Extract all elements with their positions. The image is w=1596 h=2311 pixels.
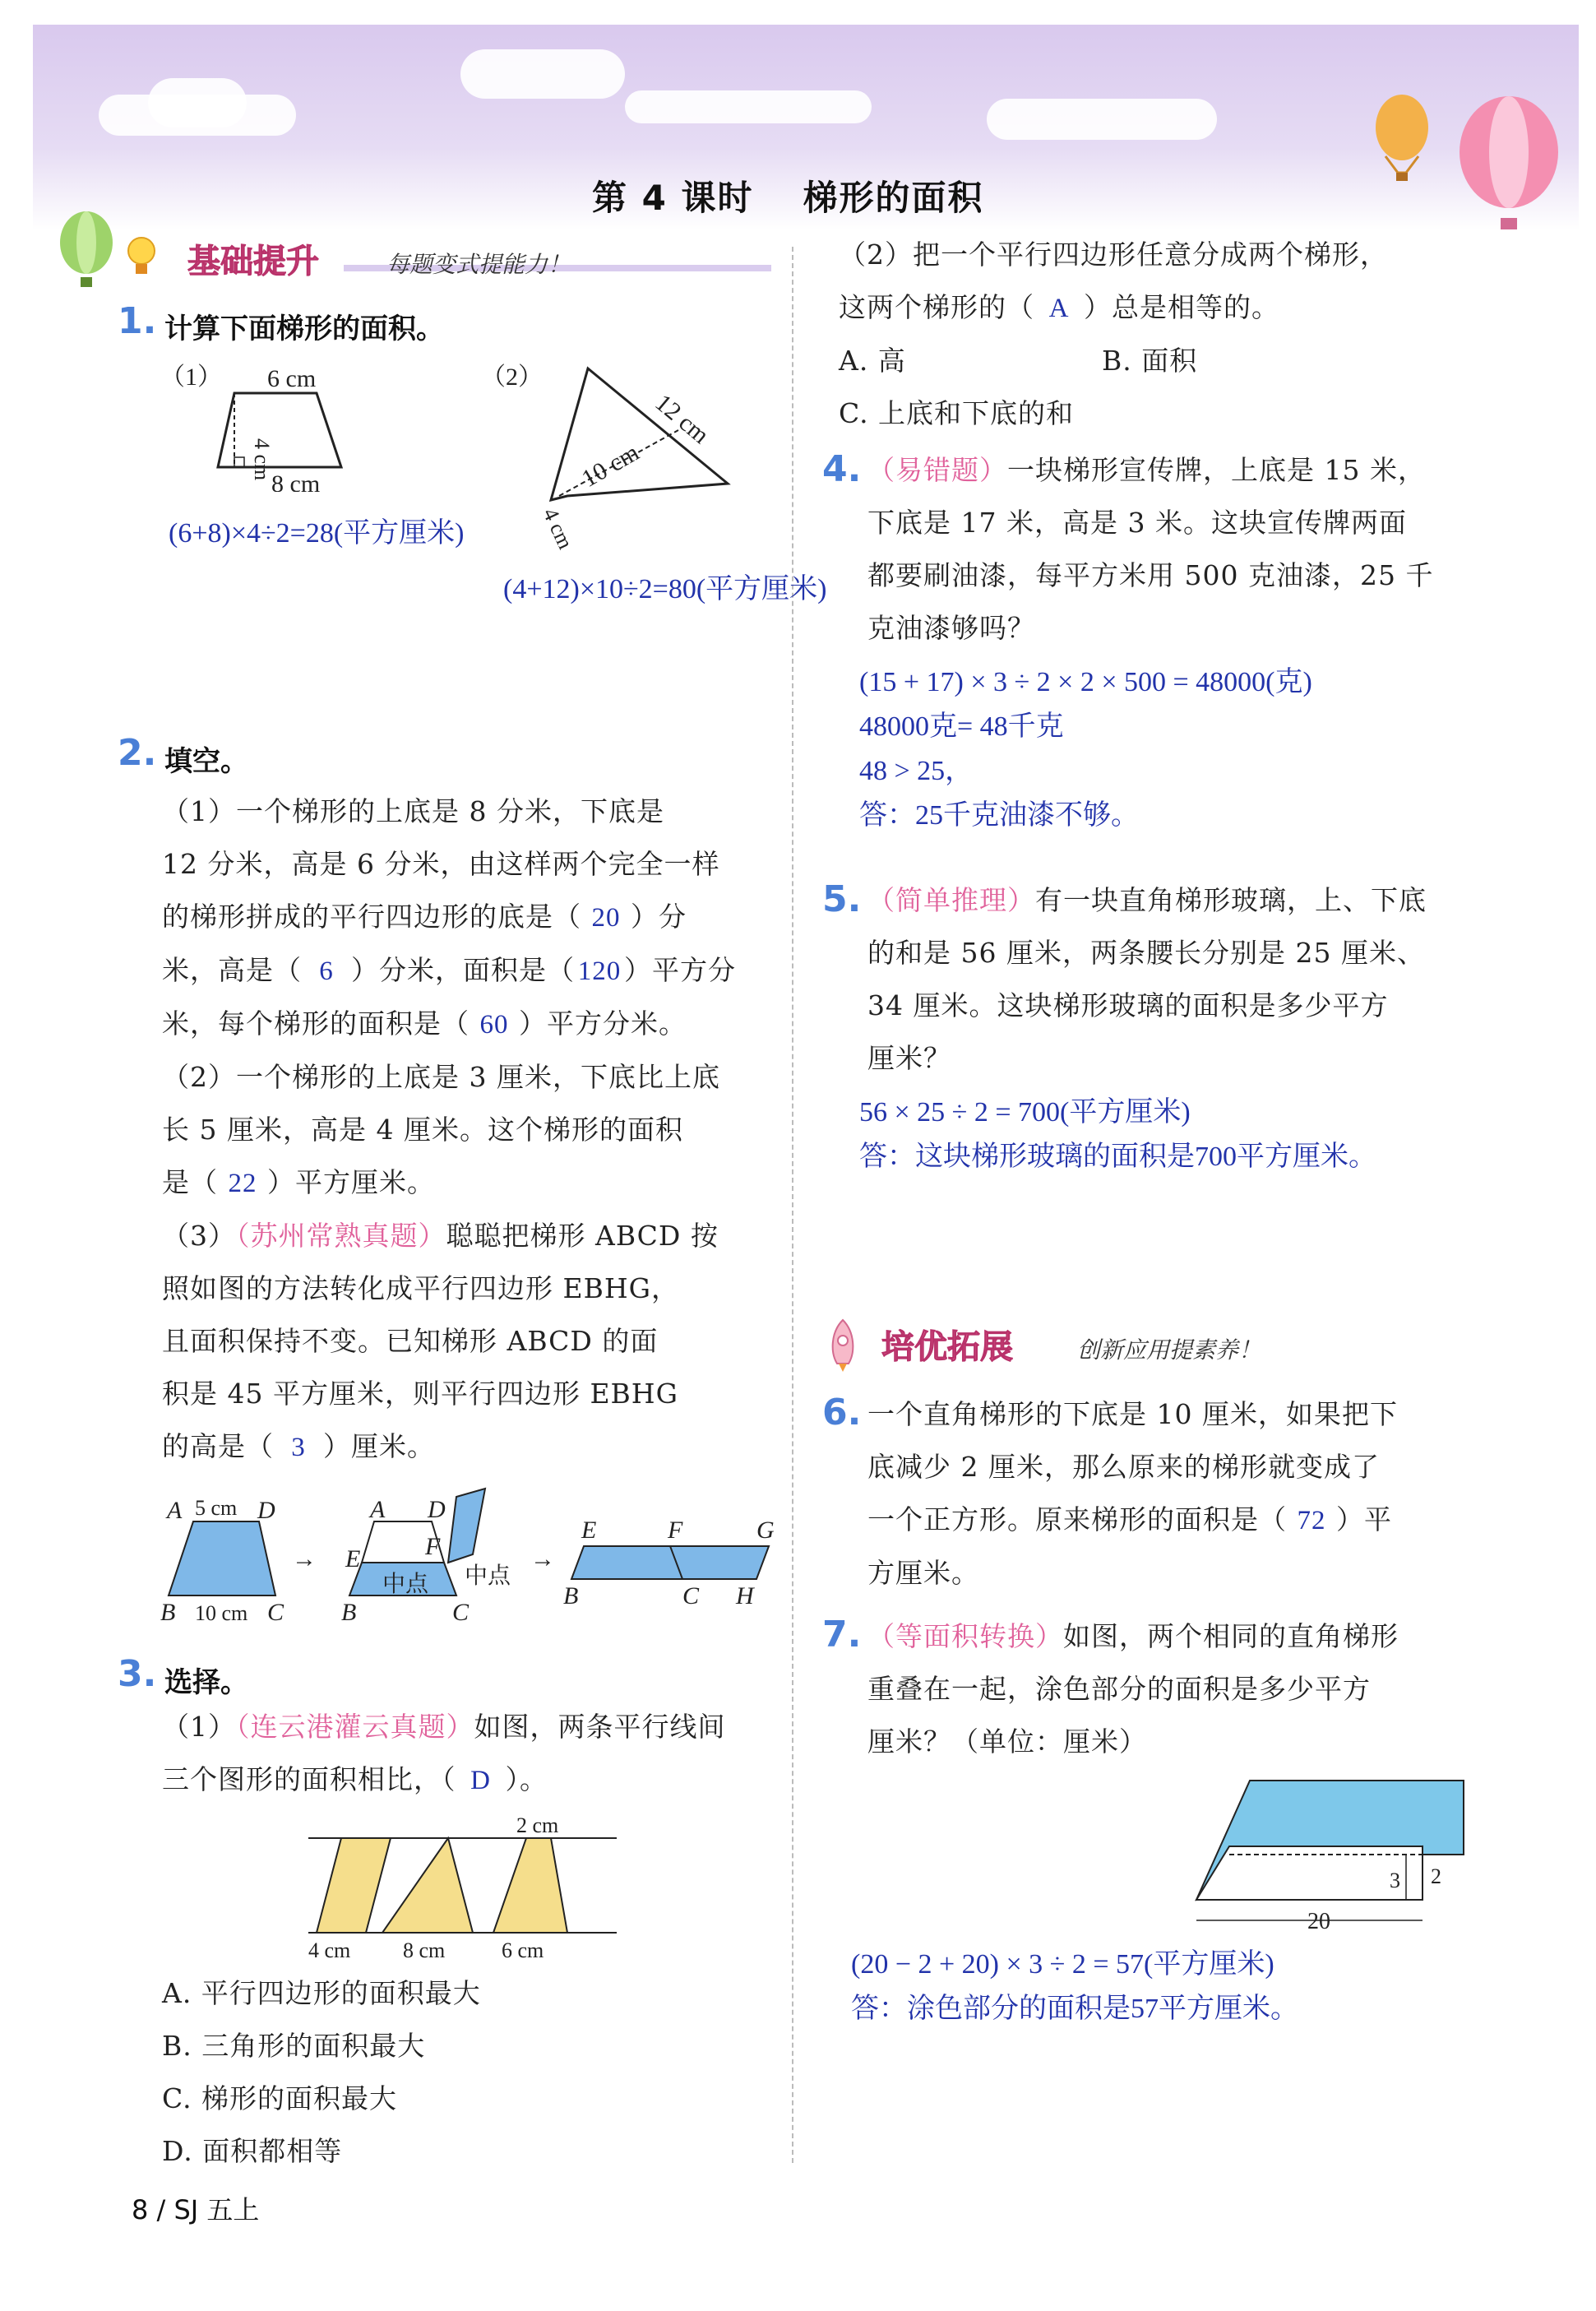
answer-line: 48 > 25，	[859, 756, 974, 786]
option-c: C. 梯形的面积最大	[162, 2082, 398, 2114]
text-line: 长 5 厘米，高是 4 厘米。这个梯形的面积	[162, 1114, 683, 1146]
svg-text:C: C	[452, 1599, 470, 1626]
answer-blank: A	[1048, 294, 1070, 323]
answer-text: (4+12)×10÷2=80(平方厘米)	[503, 574, 827, 604]
svg-text:E: E	[581, 1517, 597, 1544]
text-line: ）总是相等的。	[1084, 291, 1279, 323]
section-advanced-title: 培优拓展	[881, 1328, 1013, 1366]
svg-text:B: B	[563, 1582, 579, 1609]
part-label: （2）	[481, 364, 543, 391]
section-advanced-subtitle: 创新应用提素养！	[1077, 1336, 1262, 1364]
svg-text:D: D	[428, 1496, 446, 1523]
answer-line: (20 − 2 + 20) × 3 ÷ 2 = 57(平方厘米)	[851, 1949, 1274, 1980]
text-line: 的梯形拼成的平行四边形的底是（	[162, 901, 581, 933]
trapezoid-transform-figure	[160, 1472, 785, 1628]
question-number: 6.	[822, 1392, 862, 1433]
rocket-icon	[822, 1316, 863, 1373]
option-b: B. 三角形的面积最大	[162, 2030, 426, 2062]
q2-part1-text	[162, 785, 770, 1474]
svg-text:B: B	[341, 1599, 357, 1626]
trapezoid-shape	[493, 1838, 567, 1933]
part-label: （3）	[162, 1220, 236, 1252]
height-label: 4 cm	[250, 438, 274, 481]
question-number: 2.	[118, 732, 157, 774]
svg-text:2: 2	[1431, 1864, 1441, 1888]
svg-text:A: A	[167, 1497, 183, 1524]
text-line: （2）一个梯形的上底是 3 厘米，下底比上底	[162, 1061, 720, 1093]
q6-text	[867, 1388, 1492, 1600]
text-line: 米，高是（	[162, 954, 302, 986]
part-label: （1）	[162, 1711, 236, 1743]
column-divider	[792, 247, 793, 2163]
text-line: 底减少 2 厘米，那么原来的梯形就变成了	[867, 1451, 1380, 1483]
trapezoid-abcd	[169, 1521, 275, 1595]
text-line: ）分米，面积是（	[351, 954, 575, 986]
hot-air-balloon-icon	[1365, 90, 1562, 230]
text-line: 重叠在一起，涂色部分的面积是多少平方	[867, 1673, 1371, 1705]
svg-text:C: C	[267, 1599, 285, 1626]
text-line: 都要刷油漆，每平方米用 500 克油漆，25 千	[867, 559, 1434, 591]
source-tag: （等面积转换）	[867, 1620, 1063, 1652]
overlapping-trapezoids-figure	[1184, 1776, 1480, 1941]
q5-answer	[859, 1091, 1376, 1179]
text-line: 照如图的方法转化成平行四边形 EBHG，	[162, 1272, 679, 1304]
text-line: 厘米？（单位：厘米）	[867, 1725, 1147, 1758]
answer-text: (6+8)×4÷2=28(平方厘米)	[169, 518, 465, 549]
bottom-label: 4 cm	[538, 504, 578, 553]
parallelogram-ebhg	[571, 1546, 769, 1579]
top-base-label: 6 cm	[267, 365, 317, 392]
cloud-decoration	[987, 99, 1217, 140]
text-line: ）厘米。	[323, 1430, 435, 1462]
height-label: 10 cm	[577, 438, 644, 493]
text-line: 如图，两个相同的直角梯形	[1063, 1620, 1399, 1652]
text-line: 方厘米。	[867, 1557, 979, 1589]
question-heading: 计算下面梯形的面积。	[164, 313, 444, 345]
q4-answer	[859, 660, 1312, 838]
text-line: 下底是 17 米，高是 3 米。这块宣传牌两面	[867, 507, 1407, 539]
text-line: ）平方分	[624, 954, 736, 986]
text-line: 这两个梯形的（	[839, 291, 1034, 323]
text-line: 且面积保持不变。已知梯形 ABCD 的面	[162, 1325, 659, 1357]
svg-text:H: H	[736, 1582, 754, 1609]
trapezoid-shape	[218, 393, 341, 467]
text-line: 克油漆够吗？	[867, 612, 1035, 644]
text-line: 一个正方形。原来梯形的面积是（	[867, 1503, 1287, 1535]
page-title	[592, 171, 983, 220]
option-b: B. 面积	[1102, 345, 1198, 377]
green-balloon-icon	[49, 210, 123, 292]
answer-line: 答：涂色部分的面积是57平方厘米。	[851, 1994, 1298, 2024]
trapezoid-figure-2	[481, 360, 761, 574]
text-line: （2）把一个平行四边形任意分成两个梯形，	[839, 239, 1388, 271]
cloud-decoration	[460, 49, 625, 99]
text-line: （1）一个梯形的上底是 8 分米，下底是	[162, 795, 664, 827]
source-tag: （苏州常熟真题）	[236, 1220, 446, 1252]
text-line: ）平方分米。	[519, 1007, 687, 1040]
text-line: 一块梯形宣传牌，上底是 15 米，	[1007, 454, 1426, 486]
answer-blank: 22	[228, 1169, 257, 1198]
answer-blank: D	[470, 1766, 491, 1795]
svg-text:20: 20	[1307, 1909, 1330, 1934]
source-tag: （简单推理）	[867, 884, 1035, 916]
text-line: ）平方厘米。	[267, 1166, 435, 1198]
text-line: 12 分米，高是 6 分米，由这样两个完全一样	[162, 848, 720, 880]
option-a: A. 高	[839, 345, 906, 377]
cloud-decoration	[148, 78, 247, 127]
svg-text:5 cm: 5 cm	[195, 1496, 238, 1520]
text-line: 聪聪把梯形 ABCD 按	[446, 1220, 719, 1252]
svg-text:8 cm: 8 cm	[403, 1938, 446, 1962]
text-line: 米，每个梯形的面积是（	[162, 1007, 470, 1040]
option-d: D. 面积都相等	[162, 2135, 343, 2167]
arrow-icon: →	[530, 1545, 555, 1572]
lesson-number: 第 4 课时	[592, 178, 754, 218]
text-line: 的和是 56 厘米，两条腰长分别是 25 厘米、	[867, 937, 1425, 969]
answer-line: (15 + 17) × 3 ÷ 2 × 2 × 500 = 48000(克)	[859, 667, 1312, 697]
section-basic-subtitle: 每题变式提能力！	[386, 251, 571, 278]
right-angle-mark	[234, 457, 244, 467]
cloud-decoration	[625, 90, 872, 123]
svg-text:F: F	[668, 1517, 683, 1544]
text-line: ）平	[1336, 1503, 1392, 1535]
svg-text:E: E	[345, 1545, 361, 1572]
svg-text:6 cm: 6 cm	[502, 1938, 544, 1962]
svg-text:中点: 中点	[382, 1572, 429, 1597]
page-footer: 8 / SJ 五上	[132, 2194, 260, 2225]
answer-blank: 60	[479, 1010, 509, 1040]
answer-blank: 120	[577, 956, 622, 986]
q7-answer	[851, 1943, 1298, 2031]
svg-text:B: B	[160, 1599, 176, 1626]
answer-blank: 3	[291, 1433, 306, 1462]
q3-part1-text	[162, 1701, 770, 1807]
svg-text:C: C	[682, 1582, 700, 1609]
section-basic-title: 基础提升	[187, 243, 319, 280]
question-heading: 选择。	[164, 1666, 248, 1699]
lesson-topic: 梯形的面积	[803, 178, 984, 218]
answer-blank: 72	[1297, 1506, 1326, 1535]
question-number: 1.	[118, 300, 157, 342]
question-number: 5.	[822, 878, 862, 920]
answer-blank: 6	[319, 956, 334, 986]
text-line: 有一块直角梯形玻璃，上、下底	[1035, 884, 1427, 916]
bottom-base-label: 8 cm	[271, 470, 321, 492]
text-line: 的高是（	[162, 1430, 274, 1462]
part-label: （1）	[160, 364, 222, 391]
question-heading: 填空。	[164, 745, 248, 778]
q3-part2-text	[839, 229, 1488, 440]
svg-text:3: 3	[1390, 1869, 1400, 1892]
svg-text:G: G	[756, 1517, 775, 1544]
text-line: 厘米？	[867, 1042, 951, 1074]
answer-line: 56 × 25 ÷ 2 = 700(平方厘米)	[859, 1097, 1191, 1128]
lightbulb-icon	[125, 234, 158, 280]
q3-options	[162, 1967, 770, 2178]
text-line: ）。	[505, 1763, 548, 1795]
source-tag: （连云港灌云真题）	[236, 1711, 474, 1743]
text-line: 积是 45 平方厘米，则平行四边形 EBHG	[162, 1378, 678, 1410]
svg-text:10 cm: 10 cm	[195, 1601, 248, 1625]
answer-line: 答：25千克油漆不够。	[859, 800, 1139, 831]
text-line: 三个图形的面积相比，（	[162, 1763, 456, 1795]
q5-text	[867, 874, 1492, 1085]
question-number: 3.	[118, 1653, 157, 1695]
option-c: C. 上底和下底的和	[839, 397, 1075, 429]
arrow-icon: →	[292, 1545, 317, 1572]
text-line: 一个直角梯形的下底是 10 厘米，如果把下	[867, 1398, 1398, 1430]
text-line: 如图，两条平行线间	[474, 1711, 726, 1743]
triangle-shape	[382, 1838, 473, 1933]
question-number: 7.	[822, 1614, 862, 1656]
answer-line: 48000克= 48千克	[859, 711, 1064, 742]
rotated-half	[448, 1489, 485, 1563]
svg-text:D: D	[257, 1497, 275, 1524]
q4-text	[867, 444, 1492, 655]
side-label: 12 cm	[650, 389, 715, 450]
q7-text	[867, 1610, 1492, 1768]
svg-text:2 cm: 2 cm	[516, 1813, 559, 1837]
svg-text:中点: 中点	[465, 1563, 511, 1589]
parallelogram-shape	[317, 1838, 391, 1933]
text-line: ）分	[631, 901, 687, 933]
question-number: 4.	[822, 448, 862, 490]
text-line: 34 厘米。这块梯形玻璃的面积是多少平方	[867, 989, 1389, 1021]
answer-blank: 20	[591, 903, 621, 933]
svg-text:F: F	[425, 1533, 441, 1560]
answer-line: 答：这块梯形玻璃的面积是700平方厘米。	[859, 1142, 1376, 1172]
source-tag: （易错题）	[867, 454, 1007, 486]
option-a: A. 平行四边形的面积最大	[162, 1977, 481, 2009]
parallel-lines-figure	[304, 1809, 625, 1966]
text-line: 是（	[162, 1166, 218, 1198]
svg-text:A: A	[370, 1496, 386, 1523]
svg-text:4 cm: 4 cm	[308, 1938, 351, 1962]
